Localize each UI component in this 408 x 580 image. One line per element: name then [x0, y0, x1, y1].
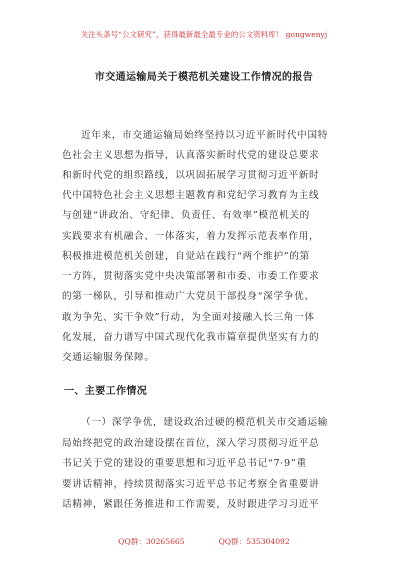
paragraph-line: 书记关于党的建设的重要思想和习近平总书记“7·9”重 [62, 458, 307, 469]
paragraph-line: 实践要求有机融合、一体落实，着力发挥示范表率作用， [62, 231, 320, 242]
paragraph-line: 与创建“讲政治、守纪律、负责任、有效率”模范机关的 [62, 210, 310, 221]
paragraph-line: 化发展，奋力谱写中国式现代化我市篇章提供坚实有力的 [62, 332, 320, 343]
section-heading: 一、主要工作情况 [64, 386, 148, 397]
paragraph-line: 的第一梯队，引导和推动广大党员干部投身“深学争优、 [62, 291, 315, 302]
footer-contact [0, 536, 408, 547]
paragraph-line: 要讲话精神，持续贯彻落实习近平总书记考察全省重要讲 [62, 479, 320, 490]
paragraph-line: 话精神，紧跟任务推进和工作需要，及时跟进学习习近平 [62, 499, 320, 510]
header-banner: 关注头条号“公文研究”，获得最新最全最专业的公文资料库！ gongwenyj [80, 30, 328, 39]
paragraph-line: 局始终把党的政治建设摆在首位，深入学习贯彻习近平总 [62, 438, 320, 449]
paragraph-line: 代中国特色社会主义思想主题教育和党纪学习教育为主线 [62, 190, 320, 201]
document-title: 市交通运输局关于模范机关建设工作情况的报告 [94, 72, 314, 83]
paragraph-line: 近年来，市交通运输局始终坚持以习近平新时代中国特 [81, 130, 329, 141]
paragraph-line: 一方阵，贯彻落实党中央决策部署和市委、市委工作要求 [62, 271, 320, 282]
qq-group-1: QQ群：30265665 [118, 537, 185, 546]
paragraph-line: 交通运输服务保障。 [62, 352, 155, 363]
paragraph-line: 和新时代党的组织路线，以巩固拓展学习贯彻习近平新时 [62, 170, 320, 181]
qq-group-2: QQ群：535304092 [218, 537, 290, 546]
paragraph-line: 色社会主义思想为指导，认真落实新时代党的建设总要求 [62, 150, 320, 161]
paragraph-line: 敢为争先、实干争效”行动，为全面对接融入长三角一体 [62, 312, 315, 323]
paragraph-line: 积极推进模范机关创建，自觉站在践行“两个维护”的第 [62, 251, 310, 262]
paragraph-line: （一）深学争优，建设政治过硬的模范机关市交通运输 [81, 417, 329, 428]
